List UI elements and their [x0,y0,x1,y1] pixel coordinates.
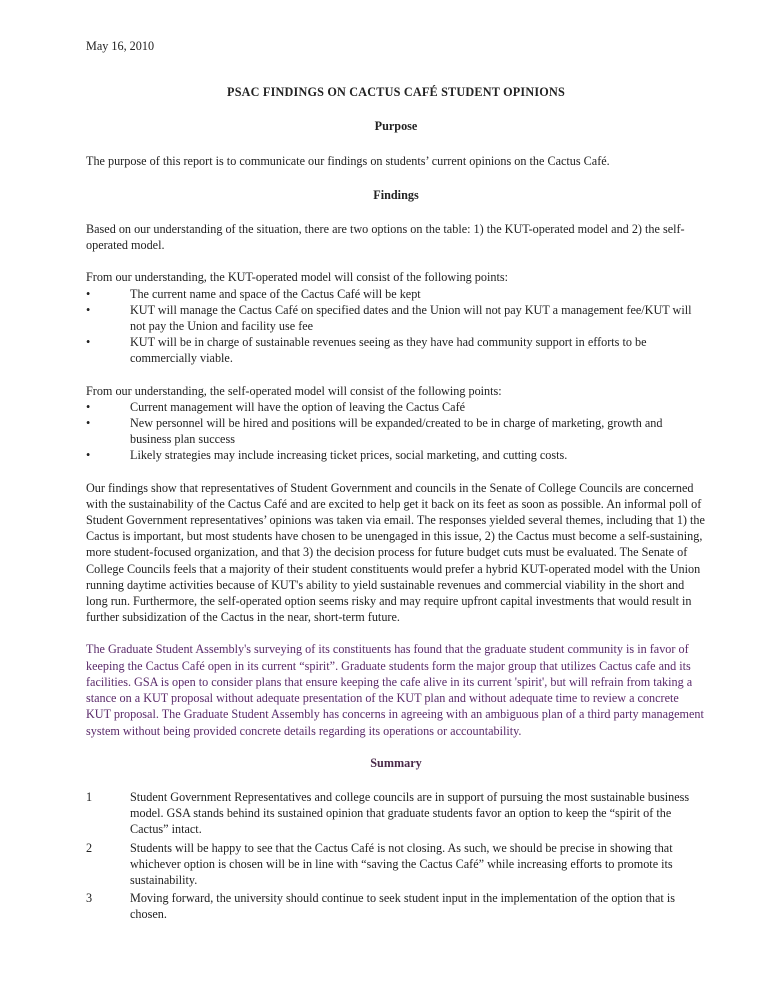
list-item: • The current name and space of the Cactus Café will be kept [86,286,421,301]
self-model-intro: From our understanding, the self-operated model will consist of the following points: [86,383,502,398]
bullet-icon: • [86,286,91,301]
self-model-points [86,399,706,464]
summary-item [86,789,706,838]
document-date: May 16, 2010 [86,39,155,53]
list-item: • KUT will manage the Cactus Café on specified dates and the Union will not pay KUT a management fee/KUT will not pay the Union and facility use fee [86,302,692,334]
purpose-text: The purpose of this report is to communicate our findings on students’ current opinions on the Cactus Café. [86,153,610,168]
summary-item-text: Moving forward, the university should continue to seek student input in the implementation of the option that is chosen. [130,891,675,922]
bullet-icon: • [86,448,91,463]
bullet-icon: • [86,335,91,350]
summary-item-number: 3 [86,891,93,906]
student-government-paragraph: Our findings show that representatives of Student Government and councils in the Senate of College Councils are concerned with the sustainability of the Cactus Café and are excited to help get it back on its feet as soon as possible. An informal poll of Student Government representatives’ opinions was taken via email. The responses yielded several themes, including that 1) the Cactus is important, but most students have chosen to be unengaged in this issue, 2) the Cactus must become a self-sustaining, more student-focused organization, and that 3) the decision process for future budget cuts must be evaluated. The Senate of College Councils feels that a majority of their student constituents would prefer a hybrid KUT-operated model with the Union running daytime activities because of KUT's ability to yield sustainable revenues and commercial viability in the short and long run. Furthermore, the self-operated option seems risky and may require upfront capital investments that would result in further subsidization of the Cactus in the near, short-term future. [86,480,705,625]
summary-item [86,840,706,889]
list-item: • Likely strategies may include increasing ticket prices, social marketing, and cutting costs. [86,448,568,463]
summary-item [86,890,706,922]
kut-model-points [86,286,706,367]
list-item: • Current management will have the option of leaving the Cactus Café [86,399,466,414]
summary-item-text: Students will be happy to see that the Cactus Café is not closing. As such, we should be precise in showing that whichever option is chosen will be in line with “saving the Cactus Café” while increasing efforts to promote its sustainability. [130,840,673,887]
list-item: • New personnel will be hired and positions will be expanded/created to be in charge of marketing, growth and business plan success [86,416,663,447]
summary-item-text: Student Government Representatives and college councils are in support of pursuing the most sustainable business model. GSA stands behind its sustained opinion that graduate students favor an option to keep the “spirit of the Cactus” intact. [130,789,690,837]
summary-list [86,789,706,923]
list-item: • KUT will be in charge of sustainable revenues seeing as they have had community support in efforts to be commercially viable. [86,335,647,366]
document-page [86,38,706,925]
purpose-heading: Purpose [374,119,418,134]
summary-item-number: 2 [86,840,93,855]
bullet-icon: • [86,302,91,317]
findings-intro-paragraph: Based on our understanding of the situation, there are two options on the table: 1) the KUT-operated model and 2) the self-operated model. [86,222,685,253]
bullet-icon: • [86,416,91,431]
kut-model-intro: From our understanding, the KUT-operated model will consist of the following points: [86,270,508,285]
summary-heading: Summary [370,755,422,770]
findings-heading: Findings [373,187,419,202]
gsa-paragraph: The Graduate Student Assembly's surveying of its constituents has found that the graduate student community is in favor of keeping the Cactus Café open in its current “spirit”. Graduate students form the major group that utilizes Cactus cafe and its facilities. GSA is open to consider plans that ensure keeping the cafe alive in its current 'spirit', but will refrain from taking a stance on a KUT proposal without adequate presentation of the KUT plan and without adequate time to review a concrete KUT proposal. The Graduate Student Assembly has concerns in agreeing with an ambiguous plan of a third party management system without being provided concrete details regarding its operations or accountability. [86,642,704,738]
summary-item-number: 1 [86,789,93,804]
document-title: PSAC FINDINGS ON CACTUS CAFÉ STUDENT OPINIONS [227,85,565,100]
bullet-icon: • [86,399,91,414]
